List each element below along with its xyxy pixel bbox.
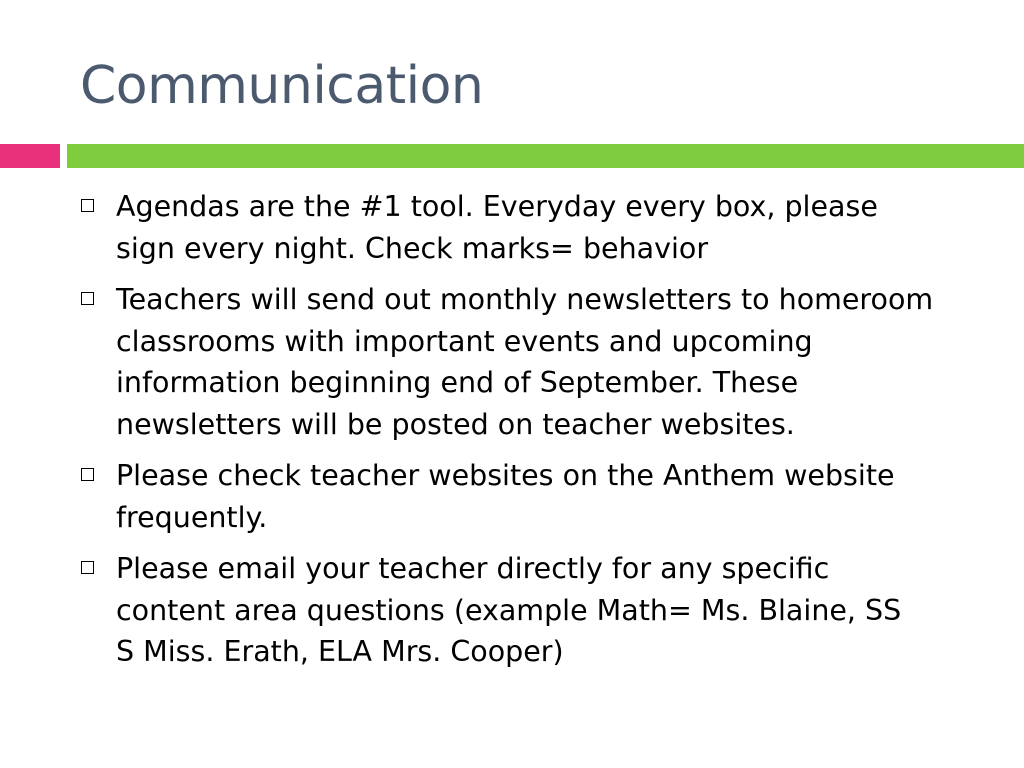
slide-title: Communication xyxy=(80,56,484,116)
title-rule-pink-segment xyxy=(0,144,60,168)
bullet-text: Teachers will send out monthly newsletters to homeroom classrooms with important events and upcoming information beginning end of September. These newsletters will be posted on teacher websites. xyxy=(116,283,934,441)
bullet-item-agendas xyxy=(78,186,978,269)
bullet-item-newsletters xyxy=(78,279,978,445)
bullet-item-websites xyxy=(78,455,978,538)
hollow-square-bullet-icon xyxy=(81,468,94,481)
bullet-list xyxy=(78,186,978,683)
bullet-item-email xyxy=(78,548,978,673)
hollow-square-bullet-icon xyxy=(81,561,94,574)
bullet-text: Please check teacher websites on the Anthem website frequently. xyxy=(116,459,895,534)
hollow-square-bullet-icon xyxy=(81,292,94,305)
bullet-text: Please email your teacher directly for any specific content area questions (example Math= Ms. Blaine, SS S Miss. Erath, ELA Mrs. Cooper) xyxy=(116,552,902,668)
hollow-square-bullet-icon xyxy=(81,199,94,212)
bullet-text: Agendas are the #1 tool. Everyday every box, please sign every night. Check marks= behavior xyxy=(116,190,878,265)
title-rule-green-segment xyxy=(67,144,1024,168)
